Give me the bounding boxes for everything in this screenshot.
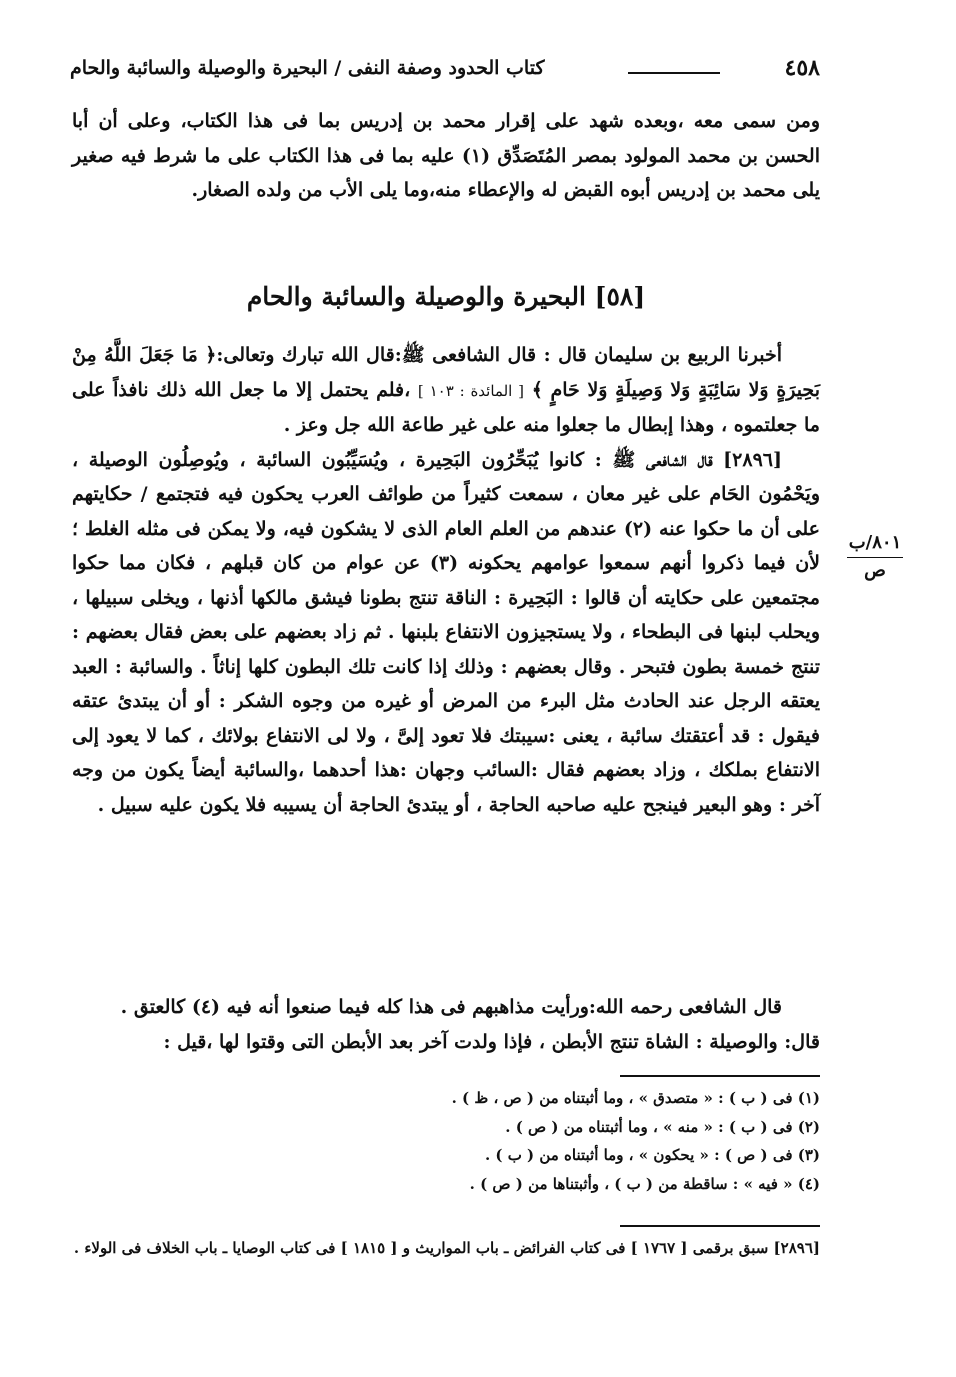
margin-folio: ٨٠١/ب [848, 532, 902, 553]
paragraph-4 [72, 1025, 820, 1060]
running-header [70, 55, 820, 91]
para2-lead: [٢٨٩٦] قال الشافعى ﷺ [612, 448, 782, 471]
footnote: (١) فى ( ب ) : « متصدق » ، وما أثبتناه من ( ص ، ظ ) . [451, 1089, 820, 1107]
header-rule [628, 72, 720, 74]
footnotes [380, 1084, 820, 1198]
para4-lead: قال: والوصيلة [709, 1030, 820, 1053]
footnote: (٣) فى ( ص ) : « يحكون » ، وما أثبتناه من ( ب ) . [484, 1146, 820, 1164]
paragraph-3 [72, 990, 820, 1025]
para1-rest: ،فلم يحتمل إلا ما جعل الله ذلك نافذاً على ما جعلتموه ، وهذا إبطال ما جعلوا منه على غير طاعة الله جل وعز . [72, 378, 820, 436]
para3-lead: قال الشافعى [678, 996, 782, 1018]
para4-text: : الشاة تنتج الأبطن ، فإذا ولدت آخر بعد الأبطن التى وقتوا لها ،قيل : [163, 1030, 703, 1053]
para3-text: رحمه الله:ورأيت مذاهبهم فى هذا كله فيما صنعوا أنه فيه (٤) كالعتق . [120, 996, 673, 1018]
footnote: (٢) فى ( ب ) : « منه » ، وما أثبتناه من ( ص ) . [505, 1117, 820, 1136]
quran-reference: [ المائدة : ١٠٣ ] [417, 381, 525, 400]
footnote: (٤) « فيه » : ساقطة من ( ب ) ، وأثبتناها من ( ص ) . [469, 1174, 820, 1193]
section-title: [٥٨] البحيرة والوصيلة والسائبة والحام [246, 282, 646, 311]
margin-note [840, 532, 910, 581]
closing-body [72, 990, 820, 1059]
quran-quote: ﴿ مَا جَعَلَ اللَّهُ مِنْ بَحِيرَةٍ وَلا سَائِبَةٍ وَلا وَصِيلَةٍ وَلا حَامٍ ﴾ [72, 344, 820, 401]
source-rule [620, 1225, 820, 1227]
margin-siglum: ص [864, 560, 886, 581]
paragraph-1 [72, 338, 820, 443]
page-number: ٤٥٨ [784, 55, 820, 81]
source-note: [٢٨٩٦] سبق برقمى [ ١٧٦٧ ] فى كتاب الفرائض ـ باب المواريث و [ ١٨١٥ ] فى كتاب الوصايا ـ باب الخلاف فى الولاء . [73, 1239, 820, 1257]
para1-opening: أخبرنا الربيع بن سليمان قال : قال الشافعى ﷺ:قال الله تبارك وتعالى: [216, 344, 782, 366]
para2-text: : كانوا يُبَحِّرُون البَحِيرة ، ويُسَيِّبُون السائبة ، ويُوصِلُون الوصيلة ، ويَحْمُون الحَام على غير معان ، سمعت كثيراً من طوائف العرب يحكون فيه فتجتمع / حكايتهم على أن ما حكوا عنه (٢) عندهم من العلم العام الذى لا يشكون فيه، ولا يمكن فى مثله الغلط ؛ لأن فيما ذكروا أنهم سمعوا عوامهم يحكونه (٣) عن عوام من كان قبلهم ، فكان مما حكوا مجتمعين على حكايته أن قالوا : البَحِيرة : الناقة تنتج بطونا فيشق مالكها أذنها ، ويخلى سبيلها ، ويحلب لبنها فى البطحاء ، ولا يستجيزون الانتفاع بلبنها . ثم زاد بعضهم على بعض فقال بعضهم : تنتج خمسة بطون فتبحر . وقال بعضهم : وذلك إذا كانت تلك البطون كلها إناثاً . والسائبة : العبد يعتقه الرجل عند الحادث مثل البرء من المرض أو غيره من وجوه الشكر : أو أن يبتدئ عتقه فيقول : قد أعتقتك سائبة ، يعنى :سيبتك فلا تعود إلىَّ ، ولا لى الانتفاع بولائك ، كما لا يعود إلى الانتفاع بملكك ، وزاد بعضهم فقال :السائب وجهان :هذا أحدهما ،والسائبة أيضاً يكون من وجه آخر : وهو البعير فينجح عليه صاحبه الحاجة ، أو يبتدئ الحاجة أن يسيبه فلا يكون عليه سبيل . [72, 448, 820, 816]
main-body [72, 338, 820, 822]
footnote-rule [620, 1075, 820, 1077]
paragraph-2 [72, 443, 820, 823]
intro-paragraph: ومن سمى معه ،وبعده شهد على إقرار محمد بن إدريس بما فى هذا الكتاب، وعلى أن أبا الحسن بن محمد المولود بمصر المُتَصَدِّق (١) عليه بما فى هذا الكتاب على ما شرط فيه صغير يلى محمد بن إدريس أبوه القبض له والإعطاء منه،وما يلى الأب من ولده الصغار. [72, 110, 820, 201]
header-title: كتاب الحدود وصفة النفى / البحيرة والوصيلة والسائبة والحام [70, 57, 545, 79]
margin-rule [847, 557, 903, 558]
